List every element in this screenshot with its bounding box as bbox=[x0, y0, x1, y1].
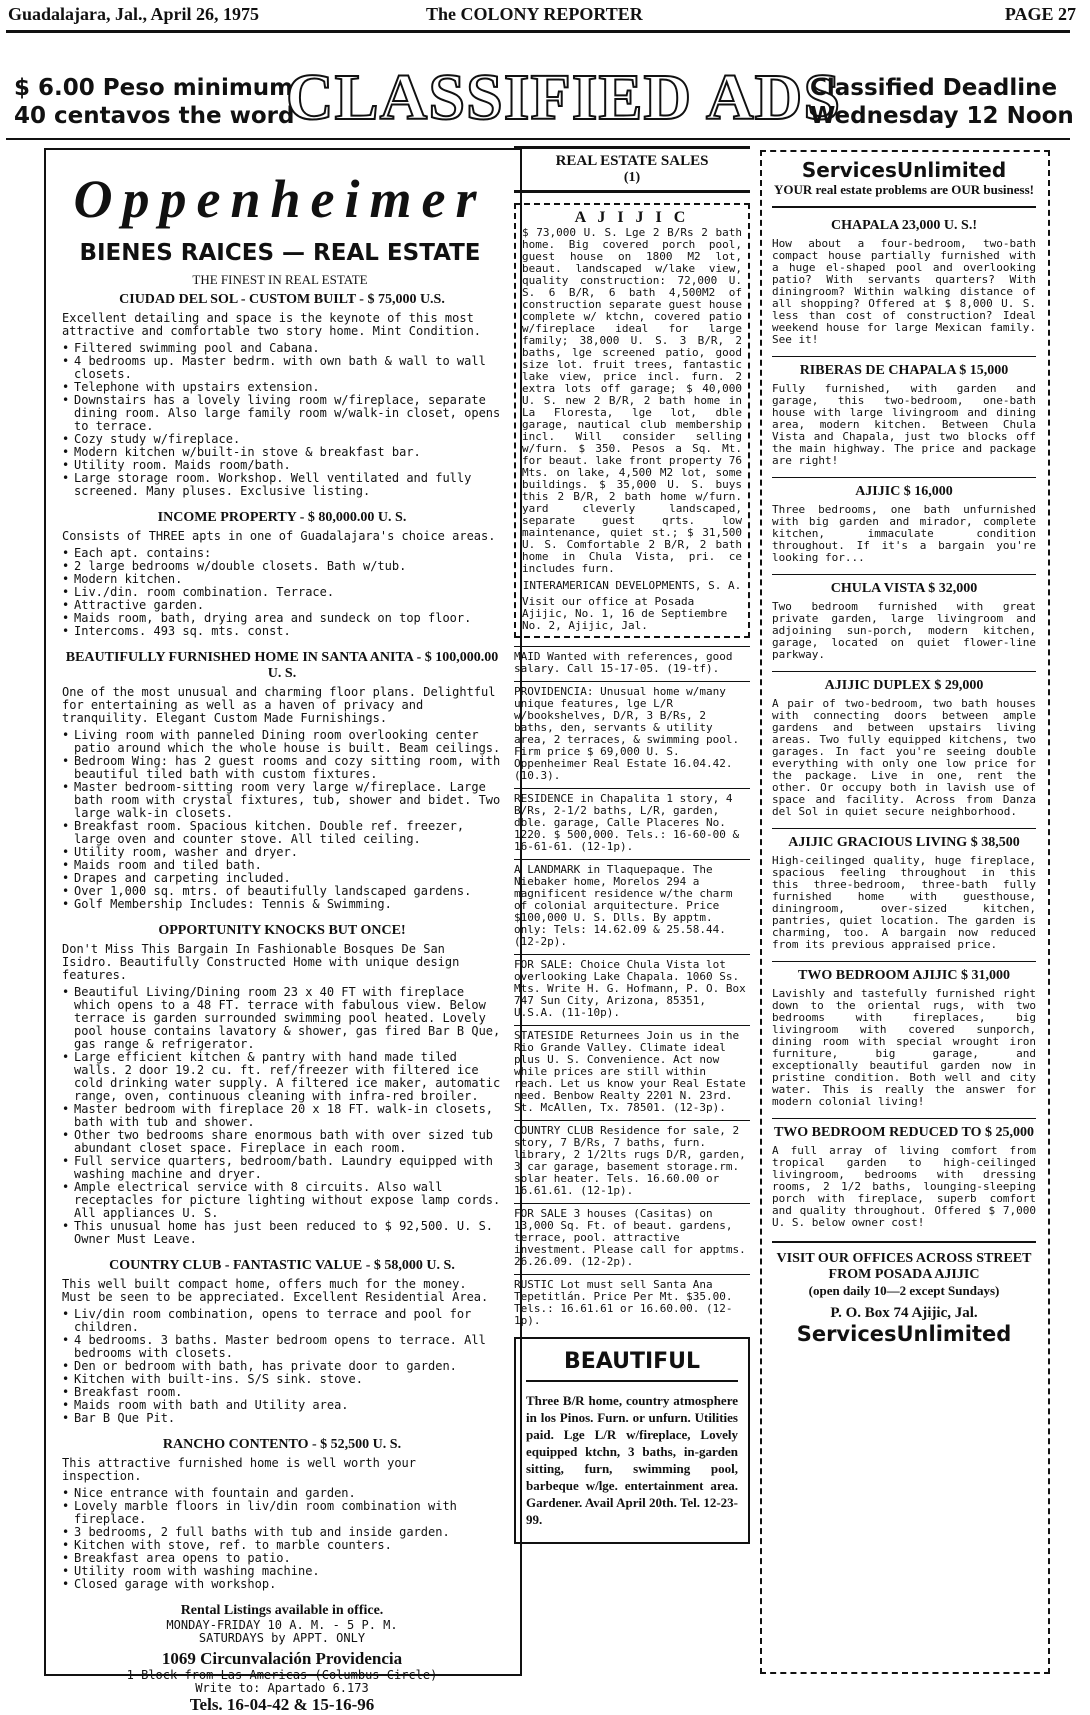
ad4-item: • Beautiful Living/Dining room 23 x 40 FT with fireplace which opens to a 48 FT. terrace with fabulous view. Below terrace is garden surrounded swimming pool heated. Lovely pool house contains lavatory & shower, gas fired Bar B Que, gas range & refrigerator. bbox=[62, 986, 502, 1051]
rustic-ad: RUSTIC Lot must sell Santa Ana Tepetitlán. Price Per Mt. $35.00. Tels.: 16.61.61 or 16.60.00. (12-1p). bbox=[514, 1274, 750, 1327]
ad6-item: • Lovely marble floors in liv/din room combination with fireplace. bbox=[62, 1500, 502, 1526]
ad1-item: • Cozy study w/fireplace. bbox=[62, 433, 502, 446]
ad3-item: • Living room with panneled Dining room overlooking center patio around which the whole house is built. Beam ceilings. bbox=[62, 729, 502, 755]
masthead-paper: The COLONY REPORTER bbox=[426, 4, 643, 24]
casitas-ad: FOR SALE 3 houses (Casitas) on 13,000 Sq. Ft. of beaut. gardens, terrace, pool. attractive investment. Please call for apptms. 26.26.09. (12-2p). bbox=[514, 1203, 750, 1268]
ad3-item: • Breakfast room. Spacious kitchen. Double ref. freezer, large oven and counter stove. All tiled ceiling. bbox=[62, 820, 502, 846]
ad4-list bbox=[62, 986, 502, 1246]
stateside-ad: STATESIDE Returnees Join us in the Rio Grande Valley. Climate ideal plus U. S. Convenience. Act now while prices are still within reach. Let us know your Real Estate need. Benbow Realty 2201 N. 23rd. St. McAllen, Tx. 78501. (12-3p). bbox=[514, 1025, 750, 1114]
ad1-item: • Large storage room. Workshop. Well ventilated and fully screened. Many pluses. Exclusive listing. bbox=[62, 472, 502, 498]
classified-ads-title: CLASSIFIED ADS bbox=[286, 61, 842, 134]
ad1-item: • Filtered swimming pool and Cabana. bbox=[62, 342, 502, 355]
chula-vista-body: Two bedroom furnished with great private garden, large livingroom and adjoining sun-porch, modern kitchen, garage, located on quiet flower-line parkway. bbox=[772, 600, 1036, 661]
ad2-item: • Intercoms. 493 sq. mts. const. bbox=[62, 625, 502, 638]
oppenheimer-subtitle: BIENES RAICES — REAL ESTATE bbox=[79, 240, 481, 266]
real-estate-sales-column bbox=[514, 146, 750, 1676]
ajijic-body: $ 73,000 U. S. Lge 2 B/Rs 2 bath home. Big covered porch pool, guest house on 1800 M2 lot, beaut. landscaped w/lake view, quality construction: 72,000 U. S. 6 B/R, 6 bath 4,500M2 of construction separate guest house complete w/ ktchn, covered patio w/fireplace ideal for large family; 38,000 U. S. 3 B/R, 2 baths, lge screened patio, good size lot. fruit trees, fantastic lake view, price incl. furn. 2 extra lots off garage; $ 40,000 U. S. new 2 B/R, 2 bath home in La Floresta, lge lot, dble garage, nautical club membership incl. Will consider selling w/furn. $ 350. Pesos a Sq. Mt. for beaut. lake front property 76 Mts. on lake, 4,500 M2 lot, some buildings. $ 35,000 U. S. buys this 2 B/R, 2 bath home w/furn. yard cleverly landscaped, separate guest qrts. low maintenance, quiet st.; $ 31,500 U. S. Comfortable 2 B/R, 2 bath home in Chula Vista, pri. ce includes furn. bbox=[522, 226, 742, 575]
sales-heading: REAL ESTATE SALES bbox=[555, 153, 709, 169]
ad3-item: • Over 1,000 sq. mtrs. of beautifully landscaped gardens. bbox=[62, 885, 502, 898]
services-pobox: P. O. Box 74 Ajijic, Jal. bbox=[830, 1305, 978, 1321]
ad4-item: • Large efficient kitchen & pantry with hand made tiled walls. 2 door 19.2 cu. ft. ref/freezer with filtered ice cold drinking water supply. A filtered ice maker, automatic range, oven, continuous cleaning with infra-red broiler. bbox=[62, 1051, 502, 1103]
chapala-head: CHAPALA 23,000 U. S.! bbox=[831, 218, 977, 233]
ajijic-head: A J I J I C bbox=[574, 209, 690, 226]
sales-number: (1) bbox=[623, 170, 641, 185]
ad2-item: • Liv./din. room combination. Terrace. bbox=[62, 586, 502, 599]
ad3-item: • Drapes and carpeting included. bbox=[62, 872, 502, 885]
ad6-item: • Nice entrance with fountain and garden. bbox=[62, 1487, 502, 1500]
beautiful-ad bbox=[514, 1337, 750, 1544]
ad2-item: • Modern kitchen. bbox=[62, 573, 502, 586]
residence-ad: RESIDENCE in Chapalita 1 story, 4 B/Rs, 2-1/2 baths, L/R, garden, dble. garage, Calle Placeres No. 1220. $ 500,000. Tels.: 16-60-00 & 16-61-61. (12-1p). bbox=[514, 788, 750, 853]
duplex-head: AJIJIC DUPLEX $ 29,000 bbox=[772, 671, 1036, 694]
ajijic-company: INTERAMERICAN DEVELOPMENTS, S. A. bbox=[522, 579, 742, 592]
ad1-item: • Downstairs has a lovely living room w/fireplace, separate dining room. Also large family room w/walk-in closet, opens to terrace. bbox=[62, 394, 502, 433]
ad6-item: • 3 bedrooms, 2 full baths with tub and inside garden. bbox=[62, 1526, 502, 1539]
riberas-head: RIBERAS DE CHAPALA $ 15,000 bbox=[772, 356, 1036, 379]
landmark-ad: A LANDMARK in Tlaquepaque. The Niebaker home, Morelos 294 a magnificent residence w/the charm of colonial arquitecture. Price $100,000 U. S. Dlls. By apptm. only: Tels: 14.62.09 & 25.58.44. (12-2p). bbox=[514, 859, 750, 948]
ad3-item: • Bedroom Wing: has 2 guest rooms and cozy sitting room, with beautiful tiled bath with custom fixtures. bbox=[62, 755, 502, 781]
oppenheimer-tagline: THE FINEST IN REAL ESTATE bbox=[192, 272, 368, 287]
oppenheimer-listings bbox=[62, 292, 502, 1714]
ad5-list bbox=[62, 1308, 502, 1425]
beautiful-body: Three B/R home, country atmosphere in los Pinos. Furn. or unfurn. Utilities paid. Lge L/R w/fireplace, Lovely equipped ktchn, 3 baths, in-garden sitting, furn, swimming pool, barbeque w/lge. entertainment area. Gardener. Avail April 20th. Tel. 12-23-99. bbox=[526, 1393, 738, 1527]
office-tels: Tels. 16-04-42 & 15-16-96 bbox=[189, 1695, 375, 1714]
two-bedroom-body: Lavishly and tastefully furnished right down to the oriental rugs, with two bedrooms with fireplaces, big livingroom with covered sunporch, dining room with special wrought iron furniture, big garage, and exceptionally beautiful garden now in pristine condition. Both well and city water. This is really the answer for modern colonial living! bbox=[772, 987, 1036, 1108]
banner-rule bbox=[6, 138, 1070, 140]
services-tagline: YOUR real estate problems are OUR business! bbox=[772, 182, 1036, 208]
ad3-item: • Golf Membership Includes: Tennis & Swimming. bbox=[62, 898, 502, 911]
ajijic-16000-head: AJIJIC $ 16,000 bbox=[772, 477, 1036, 500]
services-title: ServicesUnlimited bbox=[801, 158, 1007, 182]
ad2-item: • Maids room, bath, drying area and sundeck on top floor. bbox=[62, 612, 502, 625]
ad3-item: • Utility room, washer and dryer. bbox=[62, 846, 502, 859]
office-address-2: 1 Block from Las Americas (Columbus Circle) bbox=[126, 1668, 438, 1682]
ad4-item: • Ample electrical service with 8 circuits. Also wall receptacles for picture lighting without expose lamp cords. All appliances U. S. bbox=[62, 1181, 502, 1220]
ajijic-16000-body: Three bedrooms, one bath unfurnished with big garden and mirador, complete kitchen, immaculate condition throughout. If it's a bargain you're looking for... bbox=[772, 503, 1036, 564]
visit-offices: VISIT OUR OFFICES ACROSS STREET FROM POSADA AJIJIC bbox=[772, 1241, 1036, 1283]
ad2-item: • Attractive garden. bbox=[62, 599, 502, 612]
riberas-body: Fully furnished, with garden and garage, this two-bedroom, one-bath house with large livingroom and dining area, modern kitchen. Between Chula Vista and Chapala, just two blocks off the main highway. The price and package are right! bbox=[772, 382, 1036, 467]
gracious-body: High-ceilinged quality, huge fireplace, spacious feeling throughout in this this three-bedroom, three-bath fully furnished home with guesthouse, diningroom, over-sized kitchen, pantries, quiet location. The garden is charming, too. A bargain now reduced from its previous appraised price. bbox=[772, 854, 1036, 951]
ad6-item: • Kitchen with stove, ref. to marble counters. bbox=[62, 1539, 502, 1552]
ad3-item: • Maids room and tiled bath. bbox=[62, 859, 502, 872]
ad4-head: OPPORTUNITY KNOCKS BUT ONCE! bbox=[158, 923, 406, 938]
reduced-head: TWO BEDROOM REDUCED TO $ 25,000 bbox=[772, 1118, 1036, 1141]
masthead-page: PAGE 27 bbox=[1004, 4, 1076, 24]
office-hours-1: MONDAY-FRIDAY 10 A. M. - 5 P. M. bbox=[166, 1618, 398, 1632]
chula-vista-head: CHULA VISTA $ 32,000 bbox=[772, 574, 1036, 597]
ad1-item: • Modern kitchen w/built-in stove & breakfast bar. bbox=[62, 446, 502, 459]
beautiful-head: BEAUTIFUL bbox=[526, 1349, 738, 1382]
ad4-item: • Other two bedrooms share enormous bath with over sized tub abundant closet space. Fireplace in each room. bbox=[62, 1129, 502, 1155]
forsale-ad: FOR SALE: Choice Chula Vista lot overlooking Lake Chapala. 1060 Ss. Mts. Write H. G. Hofmann, P. O. Box 747 Sun City, Arizona, 85351, U.S.A. (11-10p). bbox=[514, 954, 750, 1019]
ajijic-visit: Visit our office at Posada Ajijic, No. 1, 16 de Septiembre No. 2, Ajijic, Jal. bbox=[522, 595, 728, 632]
ad6-head: RANCHO CONTENTO - $ 52,500 U. S. bbox=[162, 1437, 402, 1452]
ad2-list bbox=[62, 547, 502, 638]
ad5-item: • Breakfast room. bbox=[62, 1386, 502, 1399]
reduced-body: A full array of living comfort from tropical garden to high-ceilinged livingroom, bedrooms with dressing rooms, 2 1/2 baths, lounging-sleeping porch with fireplace, superb comfort and quality throughout. Offered $ 7,000 U. S. below owner cost! bbox=[772, 1144, 1036, 1229]
ad3-list bbox=[62, 729, 502, 911]
ad1-item: • Utility room. Maids room/bath. bbox=[62, 459, 502, 472]
ad6-list bbox=[62, 1487, 502, 1591]
chapala-body: How about a four-bedroom, two-bath compact house partially furnished with a huge el-shaped pool and overlooking patio? With servants quarters? With diningroom? Within walking distance of all shopping? Offered at $ 8,000 U. S. less than cost of construction? Ideal weekend house for large Mexican family. See it! bbox=[772, 237, 1036, 346]
ad3-head: BEAUTIFULLY FURNISHED HOME IN SANTA ANITA - $ 100,000.00 U. S. bbox=[65, 650, 499, 681]
duplex-body: A pair of two-bedroom, two bath houses with connecting doors between ample gardens and between upstairs living areas. Two fully equipped kitchens, two garages. In fact you're seeing double everything with only one low price for the package. Live in one, rent the other. Or occupy both in lavish use of space and facility. Across from Danza del Sol in quiet secure neighborhood. bbox=[772, 697, 1036, 818]
maid-ad: MAID Wanted with references, good salary. Call 15-17-05. (19-tf). bbox=[514, 646, 750, 675]
ad5-item: • Liv/din room combination, opens to terrace and pool for children. bbox=[62, 1308, 502, 1334]
ad4-item: • Master bedroom with fireplace 20 x 18 FT. walk-in closets, bath with tub and shower. bbox=[62, 1103, 502, 1129]
ad1-intro: Excellent detailing and space is the keynote of this most attractive and comfortable two story home. Mint Condition. bbox=[62, 311, 482, 338]
ad1-list bbox=[62, 342, 502, 498]
deadline-line-2: Wednesday 12 Noon bbox=[810, 103, 1074, 129]
ad1-head: CIUDAD DEL SOL - CUSTOM BUILT - $ 75,000 U.S. bbox=[119, 292, 445, 307]
ad2-item: • 2 large bedrooms w/double closets. Bath w/tub. bbox=[62, 560, 502, 573]
ad5-item: • Bar B Que Pit. bbox=[62, 1412, 502, 1425]
price-line-2: 40 centavos the word bbox=[14, 103, 295, 129]
services-footer: ServicesUnlimited bbox=[796, 1322, 1012, 1346]
office-write: Write to: Apartado 6.173 bbox=[195, 1681, 369, 1695]
header-rule bbox=[6, 30, 1070, 33]
ad1-item: • Telephone with upstairs extension. bbox=[62, 381, 502, 394]
ad2-intro: Consists of THREE apts in one of Guadalajara's choice areas. bbox=[62, 529, 496, 543]
deadline-line-1: Classified Deadline bbox=[810, 75, 1058, 101]
office-hours-2: SATURDAYS by APPT. ONLY bbox=[198, 1631, 366, 1645]
masthead-dateline: Guadalajara, Jal., April 26, 1975 bbox=[8, 4, 260, 24]
rental-listings: Rental Listings available in office. bbox=[180, 1603, 384, 1618]
ad2-head: INCOME PROPERTY - $ 80,000.00 U. S. bbox=[157, 510, 407, 525]
ad5-head: COUNTRY CLUB - FANTASTIC VALUE - $ 58,000 U. S. bbox=[109, 1258, 455, 1273]
visit-hours: (open daily 10—2 except Sundays) bbox=[808, 1283, 1000, 1298]
ad6-intro: This attractive furnished home is well worth your inspection. bbox=[62, 1456, 417, 1483]
ad3-item: • Master bedroom-sitting room very large w/fireplace. Large bath room with crystal fixtures, tub, shower and bidet. Two large walk-in closets. bbox=[62, 781, 502, 820]
price-line-1: $ 6.00 Peso minimum bbox=[14, 75, 294, 101]
ad5-item: • 4 bedrooms. 3 baths. Master bedroom opens to terrace. All bedrooms with closets. bbox=[62, 1334, 502, 1360]
ad4-item: • Full service quarters, bedroom/bath. Laundry equipped with washing machine and dryer. bbox=[62, 1155, 502, 1181]
oppenheimer-title: Oppenheimer bbox=[73, 169, 487, 229]
ad5-item: • Maids room with bath and Utility area. bbox=[62, 1399, 502, 1412]
ad6-item: • Closed garage with workshop. bbox=[62, 1578, 502, 1591]
two-bedroom-head: TWO BEDROOM AJIJIC $ 31,000 bbox=[772, 961, 1036, 984]
ad4-intro: Don't Miss This Bargain In Fashionable Bosques De San Isidro. Beautifully Constructed Home with unique design features. bbox=[62, 942, 460, 982]
ad6-item: • Breakfast area opens to patio. bbox=[62, 1552, 502, 1565]
ad6-item: • Utility room with washing machine. bbox=[62, 1565, 502, 1578]
office-address: 1069 Circunvalación Providencia bbox=[161, 1649, 403, 1668]
ad5-intro: This well built compact home, offers much for the money. Must be seen to be appreciated. Excellent Residential Area. bbox=[62, 1277, 489, 1304]
gracious-head: AJIJIC GRACIOUS LIVING $ 38,500 bbox=[772, 828, 1036, 851]
ad1-item: • 4 bedrooms up. Master bedrm. with own bath & wall to wall closets. bbox=[62, 355, 502, 381]
ad5-item: • Den or bedroom with bath, has private door to garden. bbox=[62, 1360, 502, 1373]
providencia-ad: PROVIDENCIA: Unusual home w/many unique features, lge L/R w/bookshelves, D/R, 3 B/Rs, 2 baths, den, servants & utility area, 2 terraces, & swimming pool. Firm price $ 69,000 U. S. Oppenheimer Real Estate 16.04.42. (10.3). bbox=[514, 681, 750, 782]
ad4-item: • This unusual home has just been reduced to $ 92,500. U. S. Owner Must Leave. bbox=[62, 1220, 502, 1246]
services-column bbox=[772, 158, 1036, 1664]
country-club-ad: COUNTRY CLUB Residence for sale, 2 story, 7 B/Rs, 7 baths, furn. library, 2 1/2lts rugs D/R, garden, 3 car garage, basement storage.rm. solar heater. Tels. 16.60.00 or 16.61.61. (12-1p). bbox=[514, 1120, 750, 1197]
ad2-item: • Each apt. contains: bbox=[62, 547, 502, 560]
ajijic-ad bbox=[514, 203, 750, 638]
ad5-item: • Kitchen with built-ins. S/S sink. stove. bbox=[62, 1373, 502, 1386]
ad3-intro: One of the most unusual and charming floor plans. Delightful for entertaining as well as a haven of privacy and tranquility. Elegant Custom Made Furnishings. bbox=[62, 685, 496, 725]
